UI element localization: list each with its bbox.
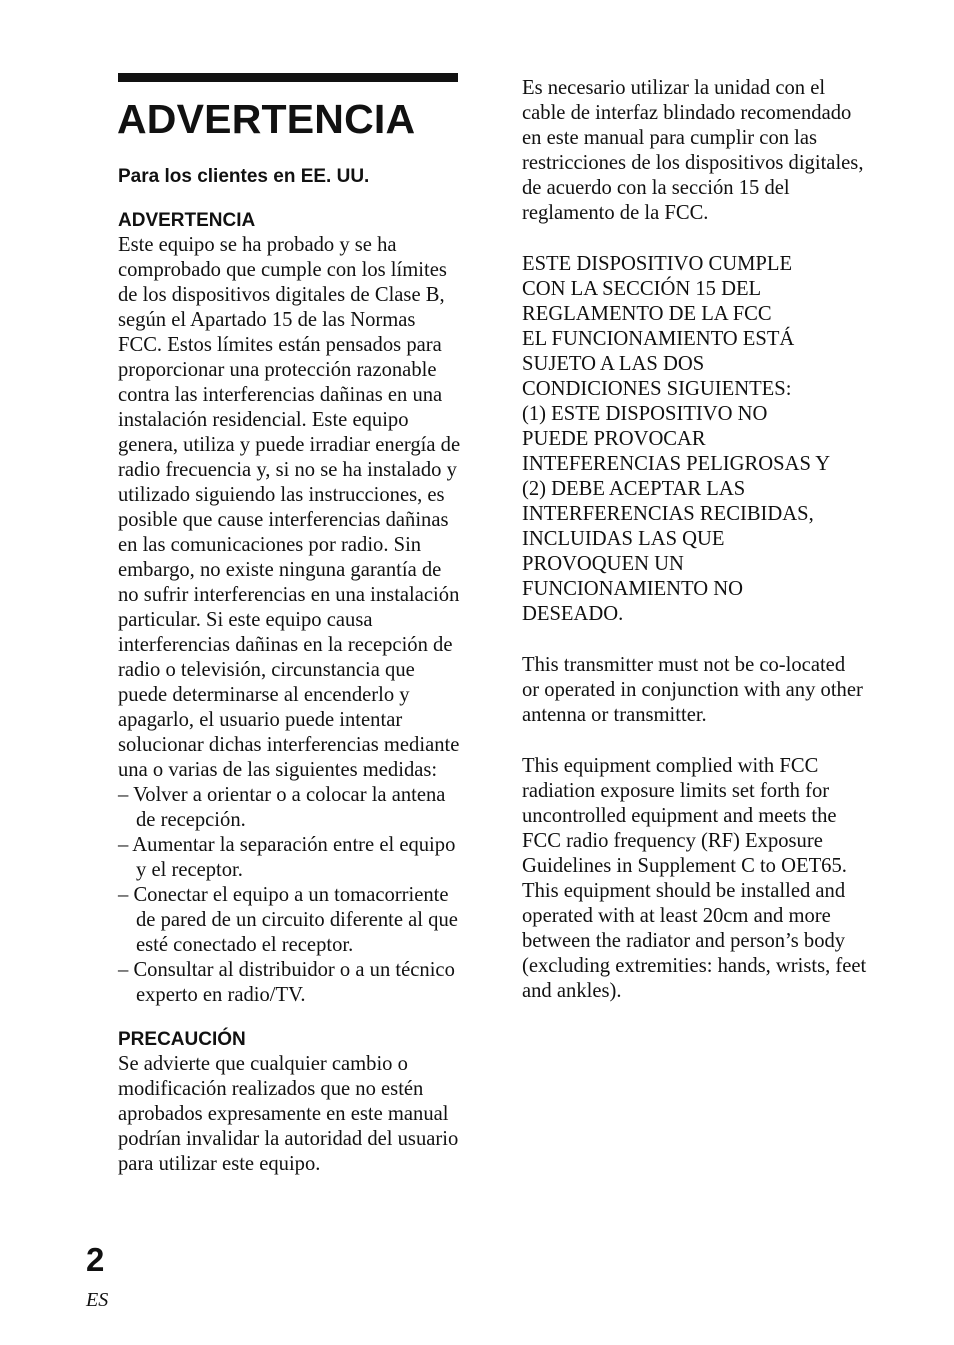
page-title: ADVERTENCIA [117,96,416,142]
page-number: 2 [86,1241,105,1278]
statement-line: INTERFERENCIAS RECIBIDAS, [522,503,814,525]
warning-text: Este equipo se ha probado y se ha comprobado que cumple con los límites de los dispositivos digitales de Clase B, según el Apartado 15 de las Normas FCC. Estos límites están pensados para proporcionar una protección razonable contra las interferencias dañinas en una instalación residencial. Este equipo genera, utiliza y puede irradiar energía de radio frecuencia y, si no se ha instalado y utilizado siguiendo las instrucciones, es posible que cause interferencias dañinas en las comunicaciones por radio. Sin embargo, no existe ninguna garantía de no sufrir interferencias en una instalación particular. Si este equipo causa interferencias dañinas en la recepción de radio o televisión, circunstancia que puede determinarse al encenderlo y apagarlo, el usuario puede intentar solucionar dichas interferencias mediante una o varias de las siguientes medidas: [118,234,461,781]
language-code: ES [86,1289,109,1311]
statement-line: FUNCIONAMIENTO NO [522,578,744,600]
statement-line: EL FUNCIONAMIENTO ESTÁ [522,328,795,350]
transmitter-paragraph: This transmitter must not be co-located or operated in conjunction with any other antenna or transmitter. [522,654,863,726]
caution-text: Se advierte que cualquier cambio o modificación realizados que no estén aprobados expresamente en este manual podrían invalidar la autoridad del usuario para utilizar este equipo. [118,1053,459,1175]
title-rule [118,73,458,82]
list-item: – Conectar el equipo a un tomacorriente de pared de un circuito diferente al que esté conectado el receptor. [118,884,458,956]
list-item: – Aumentar la separación entre el equipo y el receptor. [118,834,456,881]
statement-line: INCLUIDAS LAS QUE [522,528,725,550]
right-column [522,76,867,1004]
statement-line: (1) ESTE DISPOSITIVO NO [522,403,768,425]
caution-heading: PRECAUCIÓN [118,1029,246,1050]
statement-line: INTEFERENCIAS PELIGROSAS Y [522,453,831,475]
list-item: – Volver a orientar o a colocar la antena de recepción. [118,784,446,831]
statement-line: DESEADO. [522,603,624,625]
measures-list [118,783,463,1008]
left-column [118,164,463,1177]
statement-line: PROVOQUEN UN [522,553,684,575]
cable-paragraph: Es necesario utilizar la unidad con el cable de interfaz blindado recomendado en este manual para cumplir con las restricciones de los dispositivos digitales, de acuerdo con la sección 15 del reglamento de la FCC. [522,77,864,224]
statement-line: CONDICIONES SIGUIENTES: [522,378,792,400]
statement-line: SUJETO A LAS DOS [522,353,705,375]
statement-line: ESTE DISPOSITIVO CUMPLE [522,253,793,275]
statement-line: (2) DEBE ACEPTAR LAS [522,478,746,500]
fcc-compliance-statement [522,252,867,627]
statement-line: PUEDE PROVOCAR [522,428,706,450]
statement-line: CON LA SECCIÓN 15 DEL [522,278,762,300]
statement-line: REGLAMENTO DE LA FCC [522,303,772,325]
warning-heading: ADVERTENCIA [118,210,256,231]
radiation-exposure-paragraph: This equipment complied with FCC radiation exposure limits set forth for uncontrolled equipment and meets the FCC radio frequency (RF) Exposure Guidelines in Supplement C to OET65. This equipment should be installed and operated with at least 20cm and more between the radiator and person’s body (excluding extremities: hands, wrists, feet and ankles). [522,755,867,1002]
region-subtitle: Para los clientes en EE. UU. [118,166,370,187]
list-item: – Consultar al distribuidor o a un técnico experto en radio/TV. [118,959,455,1006]
